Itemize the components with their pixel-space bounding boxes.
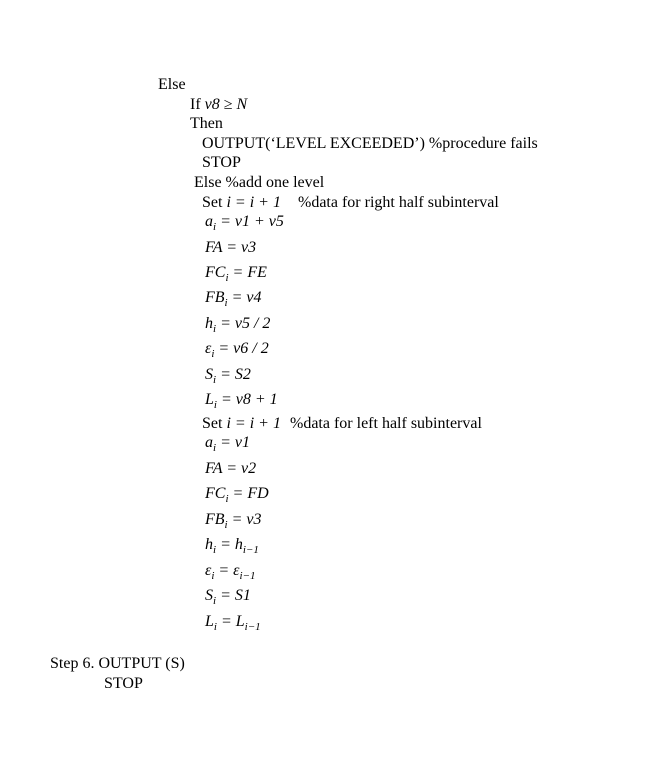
set-keyword: Set [202, 415, 227, 432]
if-keyword: If [190, 96, 205, 113]
assign-fc-right: $FC_i$ = FE [205, 264, 267, 284]
stop-statement: STOP [202, 154, 241, 171]
assign-fa-right: FA = v3 [205, 239, 257, 256]
final-stop: STOP [104, 675, 143, 692]
assign-s-right: $S_i = S2$ [205, 366, 251, 386]
increment-expression: i = i + 1 [226, 415, 281, 432]
else-add-level: Else %add one level [194, 174, 325, 191]
set-increment-right [202, 195, 281, 211]
increment-expression: i = i + 1 [226, 194, 281, 211]
assign-h-right: $h_i = v5 / 2$ [205, 315, 271, 335]
else-keyword: Else [158, 76, 186, 93]
then-keyword: Then [190, 115, 223, 132]
assign-epsilon-right: $\varepsilon_i = v6 / 2$ [205, 340, 269, 360]
if-line [190, 97, 247, 113]
assign-h-left: $h_i = h_{i-1}$ [205, 536, 259, 556]
assign-a-right: $a_i = v1 + v5$ [205, 213, 284, 233]
output-level-exceeded: OUTPUT(‘LEVEL EXCEEDED’) %procedure fails [202, 135, 538, 152]
assign-l-left: $L_i = L_{i-1}$ [205, 613, 261, 633]
assign-epsilon-left: $\varepsilon_i = \varepsilon_{i-1}$ [205, 562, 256, 582]
right-half-comment: %data for right half subinterval [298, 194, 499, 211]
assign-l-right: $L_i = v8 + 1$ [205, 391, 278, 411]
assign-fa-left: FA = v2 [205, 460, 257, 477]
if-condition: v8 ≥ N [204, 96, 248, 113]
left-half-comment: %data for left half subinterval [290, 415, 482, 432]
assign-fb-right: $FB_i = v4$ [205, 289, 262, 309]
set-keyword: Set [202, 194, 227, 211]
assign-fc-left: $FC_i$ = FD [205, 485, 269, 505]
step6-output: Step 6. OUTPUT (S) [50, 655, 185, 672]
set-increment-left [202, 416, 281, 432]
assign-s-left: $S_i = S1$ [205, 587, 251, 607]
assign-a-left: $a_i = v1$ [205, 434, 250, 454]
assign-fb-left: $FB_i = v3$ [205, 511, 262, 531]
